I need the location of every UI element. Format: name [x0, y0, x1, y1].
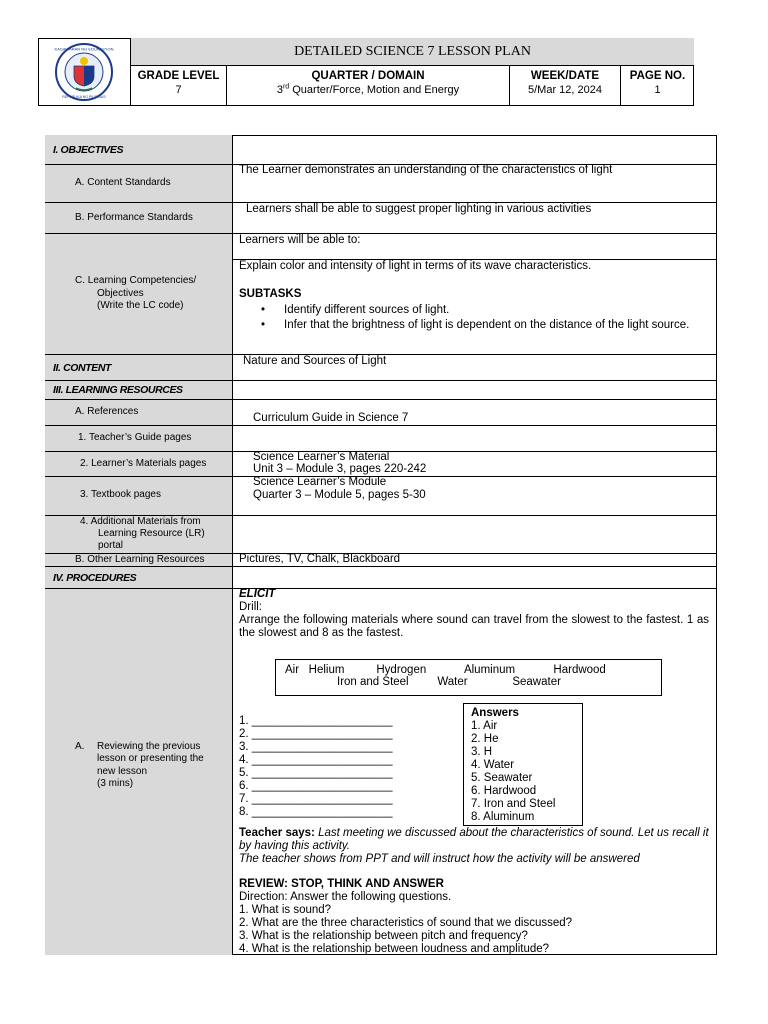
answer-item: 7. Iron and Steel: [471, 798, 556, 810]
other-resources-text: Pictures, TV, Chalk, Blackboard: [239, 553, 401, 565]
svg-text:REPUBLIKA NG PILIPINAS: REPUBLIKA NG PILIPINAS: [62, 95, 106, 99]
learners-material-line-1: Science Learner’s Material: [253, 451, 390, 463]
answer-item: 5. Seawater: [471, 772, 533, 784]
competencies-label: C. Learning Competencies/: [75, 275, 197, 286]
elicit-heading: ELICIT: [239, 588, 276, 600]
content-text: Nature and Sources of Light: [243, 355, 387, 367]
subtasks-list: [239, 304, 699, 332]
question-item: 3. What is the relationship between pitch and frequency?: [239, 930, 528, 942]
explain-text: Explain color and intensity of light in terms of its wave characteristics.: [239, 260, 592, 272]
learners-material-line-2: Unit 3 – Module 3, pages 220-242: [253, 463, 427, 475]
teachers-guide-label: 1. Teacher’s Guide pages: [78, 432, 192, 443]
quarter-domain-cell: [226, 66, 509, 106]
answer-blanks: [239, 715, 393, 819]
additional-materials-label-2: Learning Resource (LR): [98, 528, 205, 539]
answer-item: 3. H: [471, 746, 493, 758]
review-label-2: lesson or presenting the: [97, 753, 204, 764]
competencies-label-3: (Write the LC code): [97, 300, 184, 311]
page-no-value: 1: [654, 84, 661, 96]
week-date-value: 5/Mar 12, 2024: [528, 84, 602, 96]
content-standards-label: A. Content Standards: [75, 177, 171, 188]
logo-cell: [38, 38, 131, 106]
competencies-label-2: Objectives: [97, 288, 144, 299]
objectives-heading: I. OBJECTIVES: [53, 144, 124, 156]
subtask-item: • Infer that the brightness of light is dependent on the distance of the light source.: [239, 319, 699, 332]
quarter-domain-label: QUARTER / DOMAIN: [311, 70, 425, 82]
answer-blank: 1. ______________________: [239, 715, 393, 727]
performance-standards-label: B. Performance Standards: [75, 212, 193, 223]
question-item: 4. What is the relationship between loudness and amplitude?: [239, 943, 550, 955]
page-title: DETAILED SCIENCE 7 LESSON PLAN: [131, 38, 694, 66]
answer-item: 8. Aluminum: [471, 811, 535, 823]
learners-will-text: Learners will be able to:: [239, 234, 361, 246]
learners-materials-label: 2. Learner’s Materials pages: [80, 458, 207, 469]
review-label-4: (3 mins): [97, 778, 134, 789]
review-label-letter: A.: [75, 741, 85, 752]
teacher-says-label: Teacher says:: [239, 827, 315, 839]
content-heading: II. CONTENT: [53, 362, 112, 374]
answer-item: 4. Water: [471, 759, 515, 771]
review-questions: [239, 904, 572, 956]
answer-blank: 3. ______________________: [239, 741, 393, 753]
answers-list: [471, 707, 555, 824]
answer-blank: 4. ______________________: [239, 754, 393, 766]
answer-blank: 6. ______________________: [239, 780, 393, 792]
teacher-says: [239, 827, 713, 853]
row-divider: [45, 399, 717, 400]
teacher-shows-text: The teacher shows from PPT and will instruct how the activity will be answered: [239, 853, 640, 865]
references-label: A. References: [75, 406, 139, 417]
additional-materials-label: 4. Additional Materials from: [80, 516, 201, 527]
row-divider: [45, 588, 717, 589]
answer-item: 6. Hardwood: [471, 785, 537, 797]
left-column: [45, 135, 233, 955]
review-label-3: new lesson: [97, 766, 148, 777]
references-text: Curriculum Guide in Science 7: [253, 412, 409, 424]
materials-line-2: Iron and Steel Water Seawater: [337, 676, 561, 688]
procedures-heading: IV. PROCEDURES: [53, 572, 137, 584]
row-divider: [45, 380, 717, 381]
review-heading: REVIEW: STOP, THINK AND ANSWER: [239, 878, 444, 890]
answer-blank: 5. ______________________: [239, 767, 393, 779]
learning-resources-heading: III. LEARNING RESOURCES: [53, 384, 183, 396]
direction-text: Direction: Answer the following questions.: [239, 891, 452, 903]
review-label: Reviewing the previous: [97, 741, 201, 752]
teacher-says-text: Last meeting we discussed about the characteristics of sound. Let us recall it by having this activity.: [239, 827, 709, 852]
week-date-cell: [509, 66, 620, 106]
row-divider: [45, 233, 717, 234]
subtask-item: • Identify different sources of light.: [239, 304, 699, 317]
textbook-pages-label: 3. Textbook pages: [80, 489, 161, 500]
performance-standards-text: Learners shall be able to suggest proper lighting in various activities: [246, 203, 592, 215]
answer-item: 2. He: [471, 733, 499, 745]
drill-label: Drill:: [239, 601, 262, 613]
content-standards-text: The Learner demonstrates an understanding of the characteristics of light: [239, 164, 613, 176]
answers-heading: Answers: [471, 707, 519, 719]
deped-seal-icon: [54, 42, 114, 102]
week-date-label: WEEK/DATE: [530, 70, 600, 82]
question-item: 1. What is sound?: [239, 904, 332, 916]
page-no-label: PAGE NO.: [629, 70, 686, 82]
page-no-cell: [620, 66, 694, 106]
drill-instructions: Arrange the following materials where sound can travel from the slowest to the fastest. 1 as the slowest and 8 as the fastest.: [239, 614, 709, 639]
answer-item: 1. Air: [471, 720, 498, 732]
textbook-line-2: Quarter 3 – Module 5, pages 5-30: [253, 489, 426, 501]
row-divider: [45, 425, 717, 426]
question-item: 2. What are the three characteristics of sound that we discussed?: [239, 917, 573, 929]
quarter-domain-value: 3rd Quarter/Force, Motion and Energy: [276, 83, 460, 96]
grade-level-value: 7: [175, 84, 182, 96]
materials-line-1: Air Helium Hydrogen Aluminum Hardwood: [285, 664, 606, 676]
answer-blank: 2. ______________________: [239, 728, 393, 740]
row-divider: [45, 566, 717, 567]
svg-text:KAGAWARAN NG EDUKASYON: KAGAWARAN NG EDUKASYON: [54, 46, 114, 52]
answer-blank: 8. ______________________: [239, 806, 393, 818]
grade-level-cell: [131, 66, 226, 106]
grade-level-label: GRADE LEVEL: [137, 70, 220, 82]
additional-materials-label-3: portal: [98, 540, 124, 551]
textbook-line-1: Science Learner’s Module: [253, 476, 387, 488]
other-resources-label: B. Other Learning Resources: [75, 554, 205, 565]
answer-blank: 7. ______________________: [239, 793, 393, 805]
subtasks-heading: SUBTASKS: [239, 288, 302, 300]
